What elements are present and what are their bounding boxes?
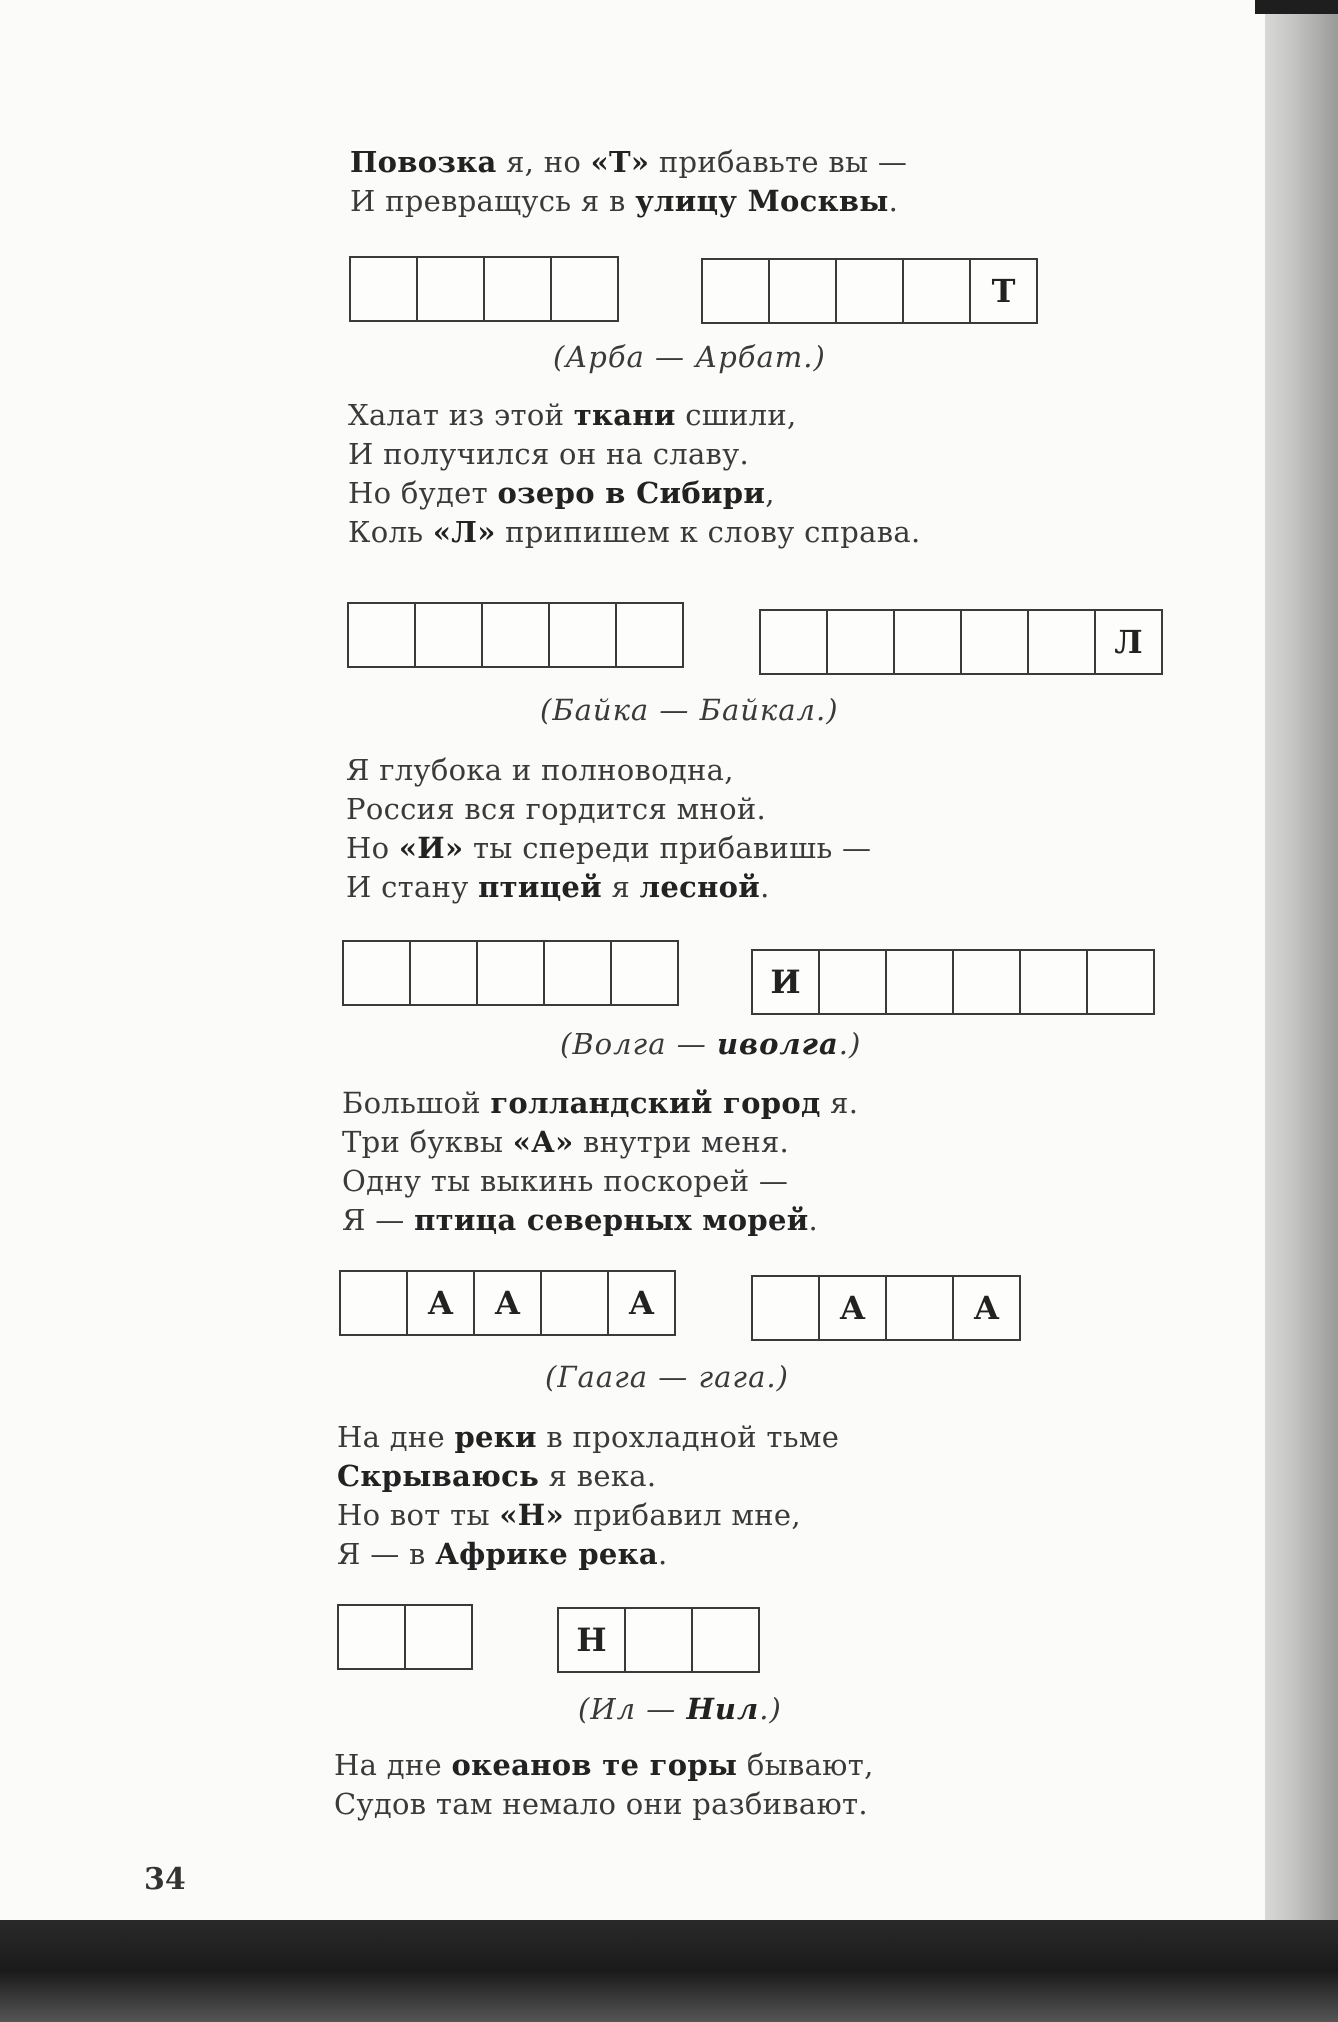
bold-text: улицу Москвы — [635, 184, 889, 218]
letter-cell — [751, 1275, 820, 1341]
text-run: Халат из этой — [348, 398, 574, 432]
bold-text: ткани — [573, 398, 676, 432]
riddle-line — [342, 1201, 858, 1240]
text-run: Три буквы — [342, 1125, 513, 1159]
text-run: На дне — [337, 1420, 455, 1454]
bold-text: Нил — [686, 1692, 760, 1726]
riddle-line — [337, 1496, 839, 1535]
text-run: внутри меня. — [573, 1125, 790, 1159]
text-run: Но — [346, 831, 399, 865]
riddle-line — [342, 1123, 858, 1162]
text-run: (Гаага — гага.) — [545, 1360, 789, 1394]
answer — [560, 1027, 861, 1061]
bold-text: голландский город — [490, 1086, 821, 1120]
text-run: я, но — [496, 145, 591, 179]
text-run: . — [888, 184, 899, 218]
bold-text: реки — [454, 1420, 537, 1454]
riddle-line — [337, 1457, 839, 1496]
riddle-line — [334, 1746, 874, 1785]
text-run: Коль — [348, 515, 433, 549]
letter-cell — [476, 940, 545, 1006]
letter-cell: А — [607, 1270, 676, 1336]
bold-text: «Т» — [590, 145, 650, 179]
letter-cell — [826, 609, 895, 675]
letter-cell: А — [473, 1270, 542, 1336]
answer — [553, 340, 826, 374]
letter-cell — [835, 258, 904, 324]
text-run: Но вот ты — [337, 1498, 500, 1532]
letter-cell — [483, 256, 552, 322]
riddle-4-text — [342, 1084, 858, 1240]
binding-top-edge — [1255, 0, 1338, 14]
letter-cell — [349, 256, 418, 322]
text-run: Судов там немало они разбивают. — [334, 1787, 868, 1821]
riddle-line — [348, 435, 920, 474]
letter-cell — [337, 1604, 406, 1670]
riddle-line — [342, 1162, 858, 1201]
text-run: я — [601, 870, 640, 904]
text-run: Я — в — [337, 1537, 436, 1571]
riddle-1-text — [350, 143, 907, 221]
answer — [545, 1360, 789, 1394]
letter-cell — [548, 602, 617, 668]
text-run: И превращусь я в — [350, 184, 636, 218]
riddle-line — [348, 513, 920, 552]
riddle-line — [350, 143, 907, 182]
riddle-line — [337, 1418, 839, 1457]
riddle-line — [348, 474, 920, 513]
riddle-line — [348, 396, 920, 435]
letter-cell — [701, 258, 770, 324]
letter-grid — [751, 949, 1155, 1015]
letter-grid — [701, 258, 1038, 324]
letter-cell — [952, 949, 1021, 1015]
riddle-line — [346, 751, 871, 790]
riddle-line — [346, 829, 871, 868]
letter-cell: А — [952, 1275, 1021, 1341]
letter-cell — [759, 609, 828, 675]
answer — [578, 1692, 782, 1726]
letter-grid — [347, 602, 684, 668]
letter-grid — [339, 1270, 676, 1336]
bold-text: лесной — [639, 870, 761, 904]
letter-cell — [1019, 949, 1088, 1015]
riddle-line — [337, 1535, 839, 1574]
text-run: И получился он на славу. — [348, 437, 750, 471]
letter-cell — [404, 1604, 473, 1670]
letter-cell — [416, 256, 485, 322]
text-run: (Байка — Байкал.) — [540, 693, 839, 727]
text-run: На дне — [334, 1748, 452, 1782]
letter-cell — [339, 1270, 408, 1336]
letter-cell — [960, 609, 1029, 675]
book-binding — [1265, 0, 1338, 2022]
text-run: Я глубока и полноводна, — [346, 753, 734, 787]
text-run: , — [765, 476, 775, 510]
letter-grid — [759, 609, 1163, 675]
letter-cell — [893, 609, 962, 675]
riddle-line — [346, 790, 871, 829]
text-run: бывают, — [737, 1748, 874, 1782]
text-run: . — [760, 870, 770, 904]
bold-text: «Л» — [432, 515, 496, 549]
letter-cell — [550, 256, 619, 322]
text-run: Но будет — [348, 476, 498, 510]
bold-text: птицей — [478, 870, 602, 904]
letter-cell — [481, 602, 550, 668]
riddle-5-text — [337, 1418, 839, 1574]
letter-cell — [342, 940, 411, 1006]
text-run: И стану — [346, 870, 479, 904]
riddle-3-text — [346, 751, 871, 907]
bold-text: «И» — [398, 831, 464, 865]
text-run: . — [658, 1537, 668, 1571]
text-run: (Арба — Арбат.) — [553, 340, 826, 374]
riddle-line — [334, 1785, 874, 1824]
letter-cell — [414, 602, 483, 668]
letter-cell — [540, 1270, 609, 1336]
letter-cell — [1086, 949, 1155, 1015]
letter-cell — [624, 1607, 693, 1673]
letter-cell: Н — [557, 1607, 626, 1673]
bold-text: Скрываюсь — [337, 1459, 540, 1493]
letter-cell — [347, 602, 416, 668]
letter-cell — [902, 258, 971, 324]
bold-text: океанов те горы — [451, 1748, 738, 1782]
text-run: я. — [820, 1086, 859, 1120]
letter-cell — [615, 602, 684, 668]
letter-grid — [342, 940, 679, 1006]
bold-text: Повозка — [350, 145, 497, 179]
letter-cell — [768, 258, 837, 324]
text-run: прибавьте вы — — [649, 145, 908, 179]
bold-text: птица северных морей — [414, 1203, 809, 1237]
bold-text: «Н» — [499, 1498, 564, 1532]
text-run: я века. — [539, 1459, 657, 1493]
text-run: сшили, — [675, 398, 797, 432]
text-run: (Ил — — [578, 1692, 687, 1726]
letter-cell — [691, 1607, 760, 1673]
text-run: Одну ты выкинь поскорей — — [342, 1164, 789, 1198]
letter-cell: Л — [1094, 609, 1163, 675]
letter-cell: А — [406, 1270, 475, 1336]
text-run: в прохладной тьме — [536, 1420, 840, 1454]
riddle-6-text — [334, 1746, 874, 1824]
bold-text: озеро в Сибири — [497, 476, 766, 510]
text-run: .) — [759, 1692, 782, 1726]
letter-cell — [1027, 609, 1096, 675]
letter-cell: И — [751, 949, 820, 1015]
text-run: припишем к слову справа. — [495, 515, 921, 549]
letter-grid — [751, 1275, 1021, 1341]
letter-grid — [349, 256, 619, 322]
letter-cell — [610, 940, 679, 1006]
text-run: ты спереди прибавишь — — [463, 831, 872, 865]
letter-cell — [543, 940, 612, 1006]
letter-cell: А — [818, 1275, 887, 1341]
bold-text: иволга — [716, 1027, 839, 1061]
letter-grid — [557, 1607, 760, 1673]
answer — [540, 693, 839, 727]
page-number: 34 — [144, 1862, 186, 1897]
letter-grid — [337, 1604, 473, 1670]
letter-cell — [885, 949, 954, 1015]
riddle-line — [346, 868, 871, 907]
bold-text: Африке река — [435, 1537, 659, 1571]
letter-cell: Т — [969, 258, 1038, 324]
text-run: Россия вся гордится мной. — [346, 792, 766, 826]
text-run: (Волга — — [560, 1027, 717, 1061]
letter-cell — [818, 949, 887, 1015]
bottom-scan-edge — [0, 1920, 1338, 2022]
riddle-2-text — [348, 396, 920, 552]
riddle-line — [342, 1084, 858, 1123]
letter-cell — [409, 940, 478, 1006]
text-run: Большой — [342, 1086, 491, 1120]
text-run: Я — — [342, 1203, 415, 1237]
text-run: . — [808, 1203, 819, 1237]
letter-cell — [885, 1275, 954, 1341]
riddle-line — [350, 182, 907, 221]
text-run: прибавил мне, — [563, 1498, 801, 1532]
text-run: .) — [838, 1027, 862, 1061]
bold-text: «А» — [512, 1125, 574, 1159]
